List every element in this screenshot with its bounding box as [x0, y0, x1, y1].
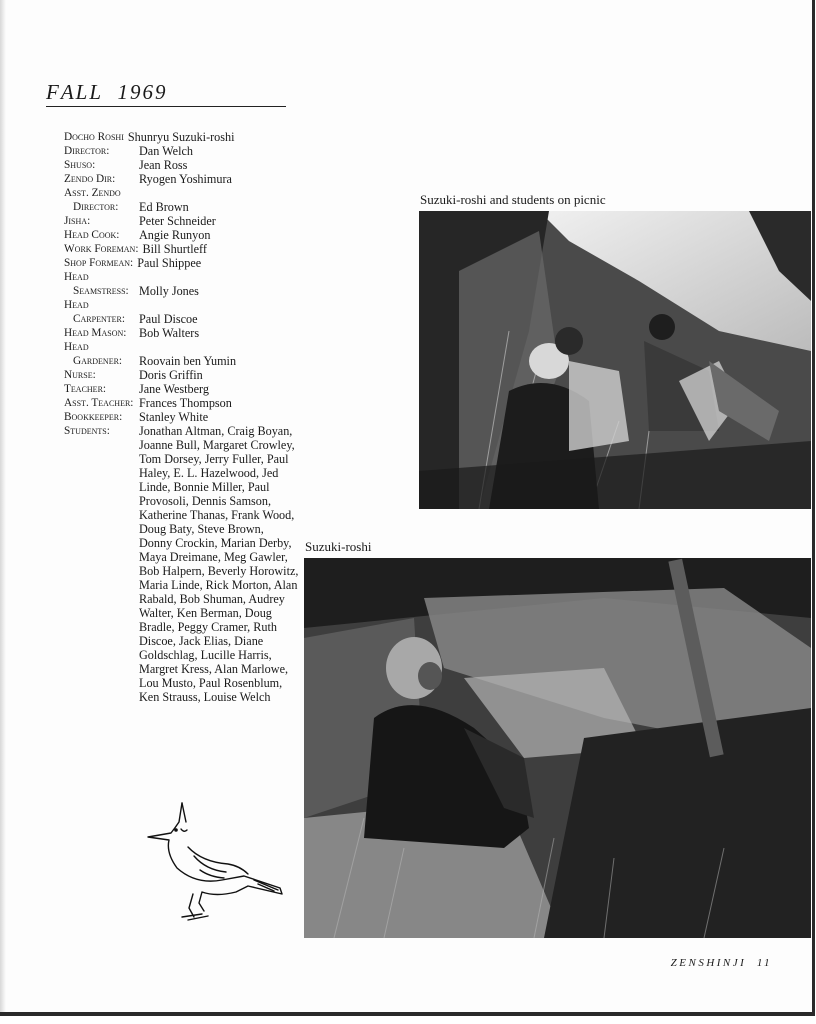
- staff-role: Head Cook:: [64, 229, 120, 241]
- staff-row: [64, 242, 304, 256]
- bird-illustration-icon: [144, 800, 289, 925]
- staff-row: [64, 228, 304, 242]
- staff-role: Head: [64, 299, 89, 311]
- heading-year: 1969: [117, 80, 168, 104]
- staff-row: [64, 298, 304, 312]
- staff-row: [64, 256, 304, 270]
- picnic-photo-caption: Suzuki-roshi and students on picnic: [420, 192, 606, 207]
- staff-role: Director:: [64, 145, 110, 157]
- staff-name: Bill Shurtleff: [142, 242, 207, 256]
- staff-row: [64, 368, 304, 382]
- staff-name: Jean Ross: [139, 158, 188, 172]
- staff-role: Zendo Dir:: [64, 173, 116, 185]
- staff-row: [64, 284, 304, 298]
- staff-row: [64, 270, 304, 284]
- portrait-photo-caption: Suzuki-roshi: [305, 539, 372, 554]
- staff-name: Peter Schneider: [139, 214, 216, 228]
- picnic-photo: [419, 211, 811, 509]
- staff-row: [64, 396, 304, 410]
- publication-name: ZENSHINJI: [670, 957, 747, 969]
- staff-name: Shunryu Suzuki-roshi: [127, 130, 235, 144]
- staff-role: Head: [64, 271, 89, 283]
- staff-row: [64, 186, 304, 200]
- staff-name: Ryogen Yoshimura: [139, 172, 232, 186]
- staff-name: Molly Jones: [139, 284, 199, 298]
- staff-role: Director:: [73, 201, 119, 213]
- staff-name: Doris Griffin: [139, 368, 203, 382]
- staff-row: [64, 214, 304, 228]
- staff-row: [64, 200, 304, 214]
- staff-role: Head Mason:: [64, 327, 127, 339]
- staff-list: [64, 130, 304, 704]
- staff-name: Roovain ben Yumin: [139, 354, 237, 368]
- staff-row: [64, 130, 304, 144]
- staff-name: Angie Runyon: [139, 228, 211, 242]
- staff-role: Head: [64, 341, 89, 353]
- staff-name: Dan Welch: [139, 144, 193, 158]
- students-names: Jonathan Altman, Craig Boyan, Joanne Bull, Margaret Crowley, Tom Dorsey, Jerry Fuller, Paul Haley, E. L. Hazelwood, Jed Linde, Bonnie Miller, Paul Provosoli, Dennis Samson, Katherine Thanas, Frank Wood, Doug Baty, Steve Brown, Donny Crockin, Marian Derby, Maya Dreimane, Meg Gawler, Bob Halpern, Beverly Horowitz, Maria Linde, Rick Morton, Alan Rabald, Bob Shuman, Audrey Walter, Ken Berman, Doug Bradle, Peggy Cramer, Ruth Discoe, Jack Elias, Diane Goldschlag, Lucille Harris, Margret Kress, Alan Marlowe, Lou Musto, Paul Rosenblum, Ken Strauss, Louise Welch: [139, 424, 299, 704]
- staff-role: Bookkeeper:: [64, 411, 123, 423]
- staff-role: Asst. Zendo: [64, 187, 121, 199]
- staff-row: [64, 326, 304, 340]
- staff-row: [64, 172, 304, 186]
- staff-role: Docho Roshi: [64, 131, 124, 143]
- staff-name: Jane Westberg: [139, 382, 209, 396]
- staff-row: [64, 410, 304, 424]
- staff-name: Frances Thompson: [139, 396, 232, 410]
- staff-name: Paul Discoe: [139, 312, 198, 326]
- page-footer: [671, 957, 772, 969]
- heading-season: ALL: [60, 80, 104, 104]
- heading-initial: F: [46, 80, 61, 104]
- staff-role: Jisha:: [64, 215, 91, 227]
- staff-name: Stanley White: [139, 410, 209, 424]
- staff-role: Asst. Teacher:: [64, 397, 134, 409]
- staff-name: Paul Shippee: [137, 256, 202, 270]
- staff-name: Ed Brown: [139, 200, 189, 214]
- staff-role: Carpenter:: [73, 313, 126, 325]
- staff-role: Students:: [64, 425, 110, 437]
- staff-row: [64, 144, 304, 158]
- staff-role: Work Foreman:: [64, 243, 139, 255]
- staff-role: Gardener:: [73, 355, 123, 367]
- staff-row: [64, 340, 304, 354]
- staff-role: Shop Formean:: [64, 257, 134, 269]
- staff-role: Shuso:: [64, 159, 96, 171]
- staff-role: Teacher:: [64, 383, 107, 395]
- staff-name: Bob Walters: [139, 326, 200, 340]
- staff-row: [64, 312, 304, 326]
- page-edge-shadow: [0, 0, 6, 1012]
- page-number: 11: [756, 957, 772, 969]
- staff-row: [64, 382, 304, 396]
- section-heading: [46, 80, 286, 107]
- portrait-photo: [304, 558, 811, 938]
- staff-role: Seamstress:: [73, 285, 129, 297]
- staff-row: [64, 354, 304, 368]
- staff-row: [64, 158, 304, 172]
- staff-role: Nurse:: [64, 369, 96, 381]
